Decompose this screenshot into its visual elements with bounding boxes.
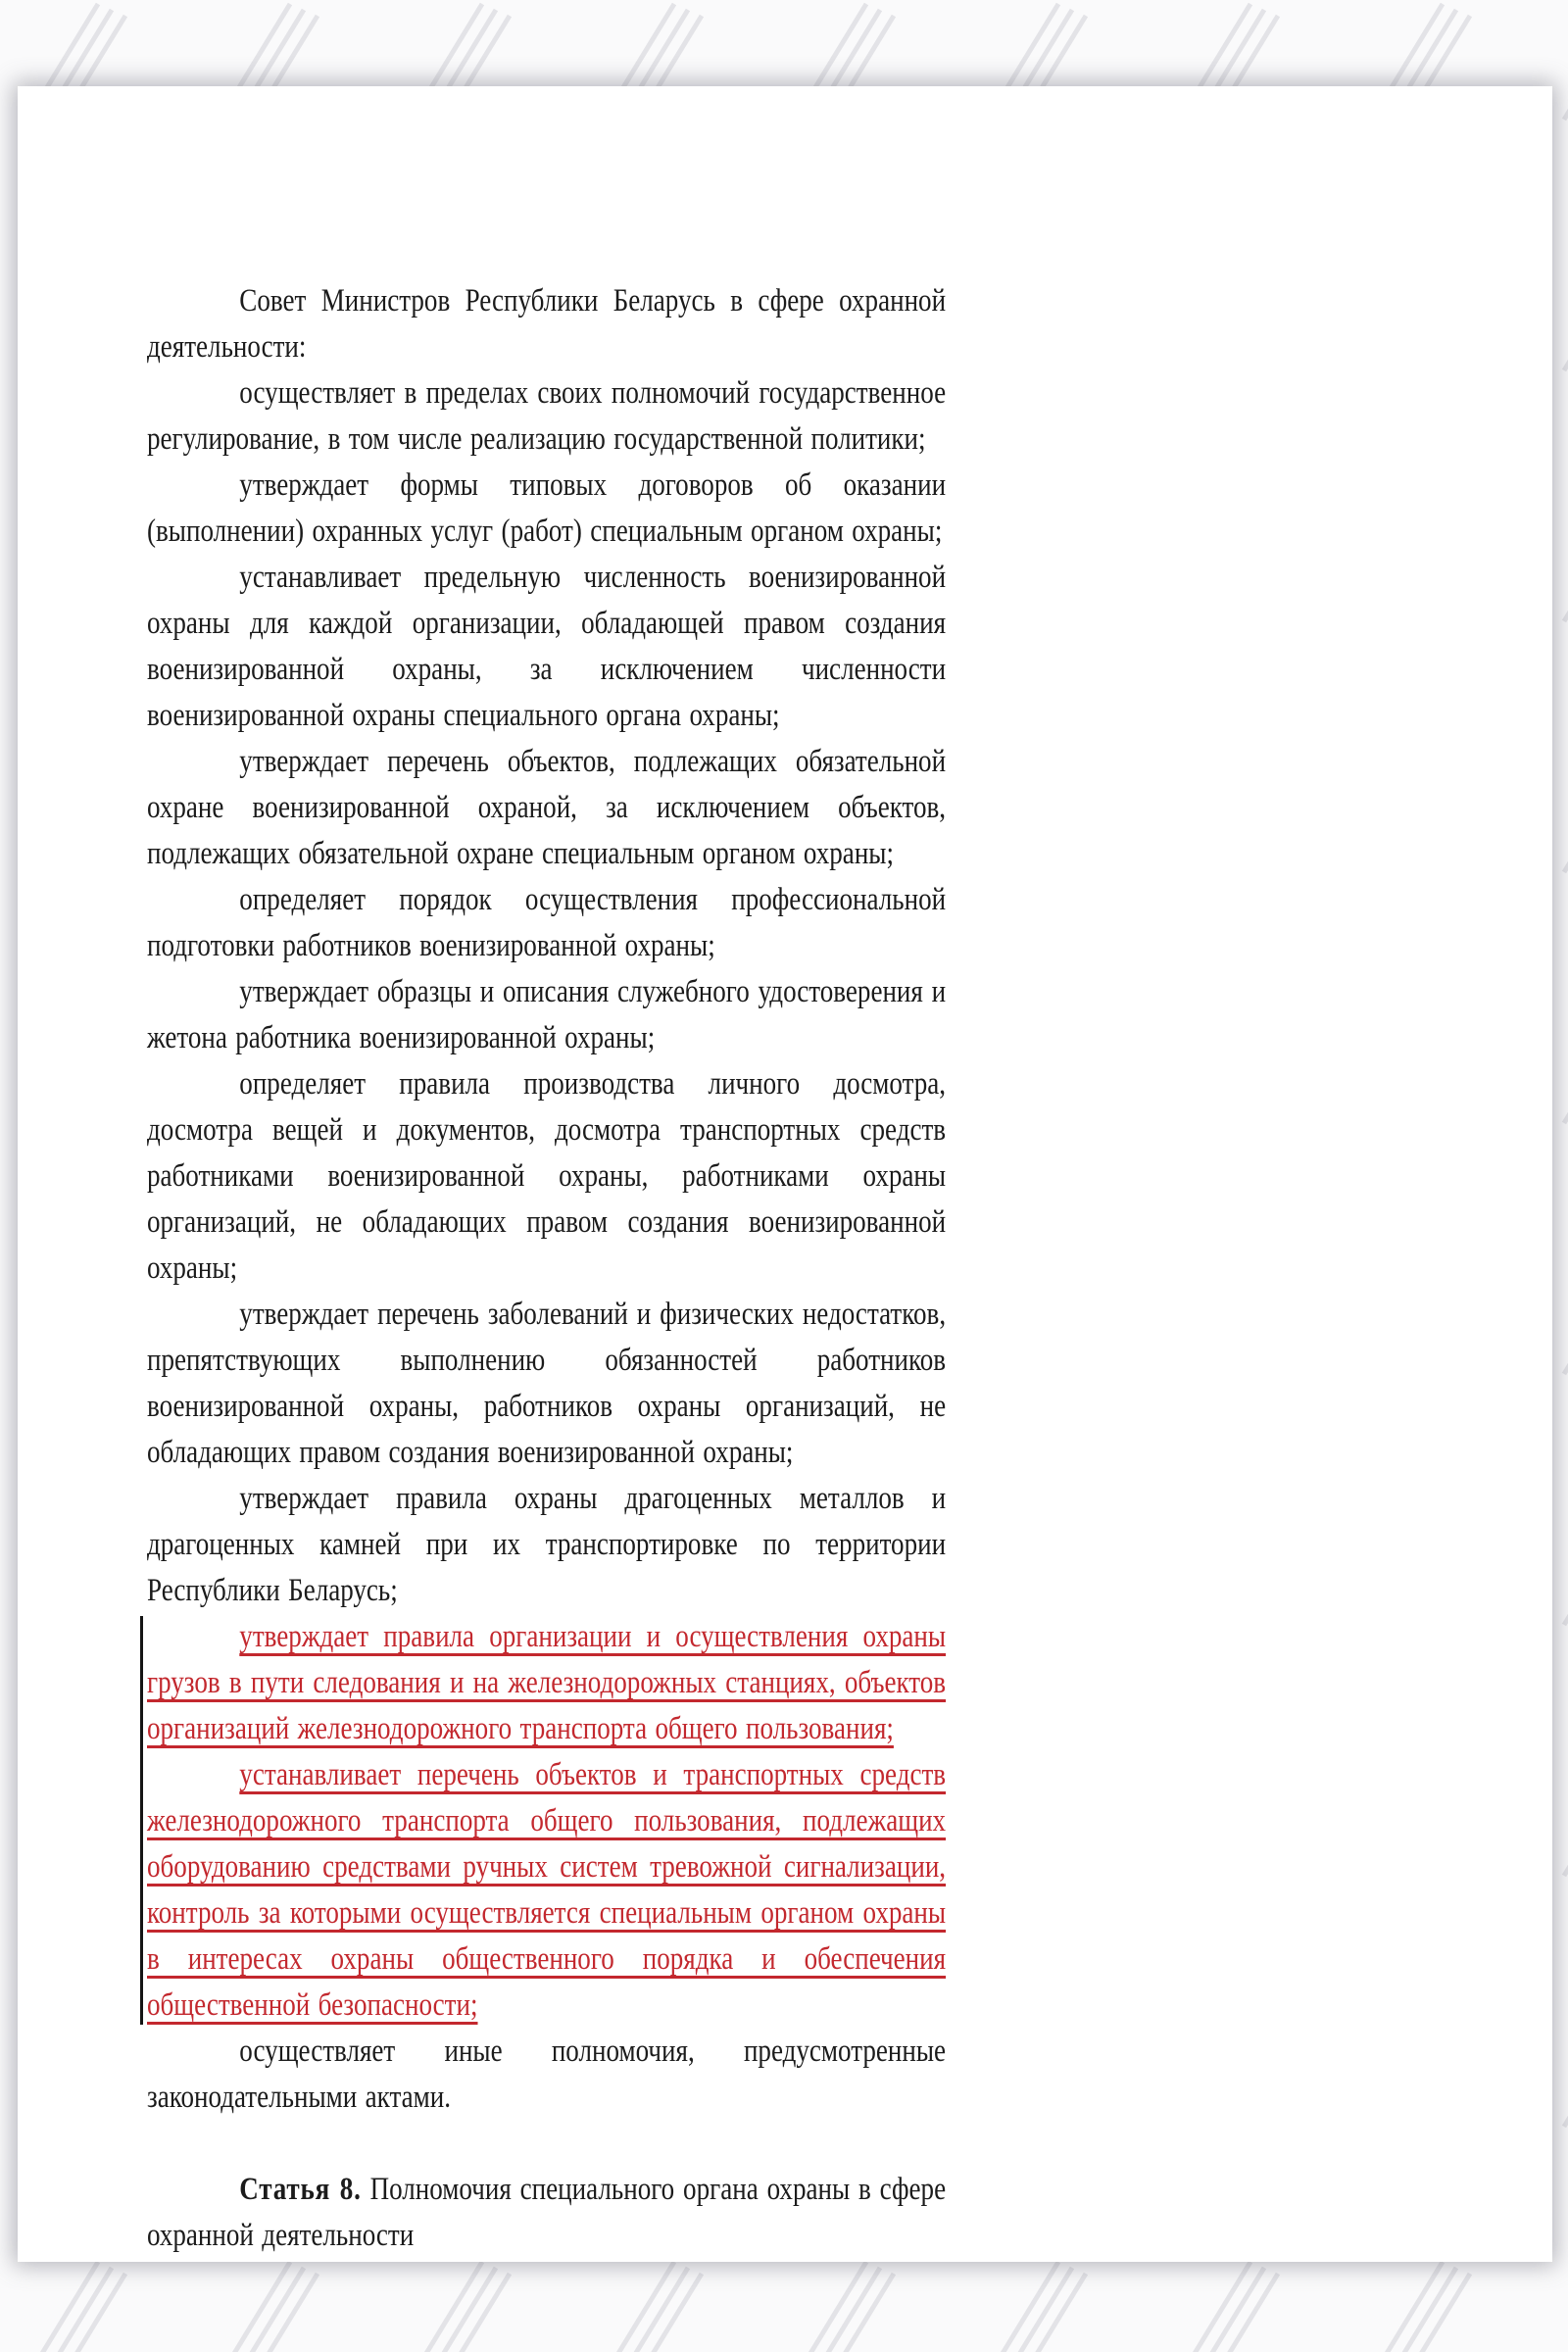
article-heading (147, 2167, 946, 2259)
document-page (18, 86, 1552, 2262)
paragraph: утверждает формы типовых договоров об оказании (выполнении) охранных услуг (работ) специальным органом охраны; (147, 467, 947, 549)
paragraph: утверждает перечень заболеваний и физических недостатков, препятствующих выполнению обязанностей работников военизированной охраны, работников охраны организаций, не обладающих правом создания военизированной охраны; (147, 1297, 947, 1470)
paragraph: осуществляет в пределах своих полномочий государственное регулирование, в том числе реализацию государственной политики; (147, 375, 947, 457)
paragraph: утверждает перечень объектов, подлежащих обязательной охране военизированной охраной, за исключением объектов, подлежащих обязательной охране специальным органом охраны; (147, 744, 947, 871)
paragraph: Совет Министров Республики Беларусь в сфере охранной деятельности: (147, 283, 947, 365)
paragraph: утверждает правила охраны драгоценных металлов и драгоценных камней при их транспортировке по территории Республики Беларусь; (147, 1481, 947, 1608)
paragraph: утверждает образцы и описания служебного удостоверения и жетона работника военизированной охраны; (147, 974, 947, 1055)
document-text (147, 278, 946, 2259)
inserted-paragraph: утверждает правила организации и осуществления охраны грузов в пути следования и на железнодорожных станциях, объектов организаций железнодорожного транспорта общего пользования; (147, 1619, 947, 1746)
revision-change-bar (140, 1616, 143, 2025)
paragraph: определяет правила производства личного досмотра, досмотра вещей и документов, досмотра транспортных средств работниками военизированной охраны, работниками охраны организаций, не обладающих правом создания военизированной охраны; (147, 1066, 947, 1286)
paragraph: осуществляет иные полномочия, предусмотренные законодательными актами. (147, 2034, 947, 2115)
article-title: Полномочия специального органа охраны в сфере охранной деятельности (147, 2172, 947, 2253)
article-number: Статья 8. (239, 2172, 362, 2207)
inserted-paragraph: устанавливает перечень объектов и транспортных средств железнодорожного транспорта общего пользования, подлежащих оборудованию средствами ручных систем тревожной сигнализации, контроль за которыми осуществляется специальным органом охраны в интересах охраны общественного порядка и обеспечения общественной безопасности; (147, 1757, 947, 2023)
paragraph: устанавливает предельную численность военизированной охраны для каждой организации, обладающей правом создания военизированной охраны, за исключением численности военизированной охраны специального органа охраны; (147, 560, 947, 733)
paragraph: определяет порядок осуществления профессиональной подготовки работников военизированной охраны; (147, 882, 947, 963)
